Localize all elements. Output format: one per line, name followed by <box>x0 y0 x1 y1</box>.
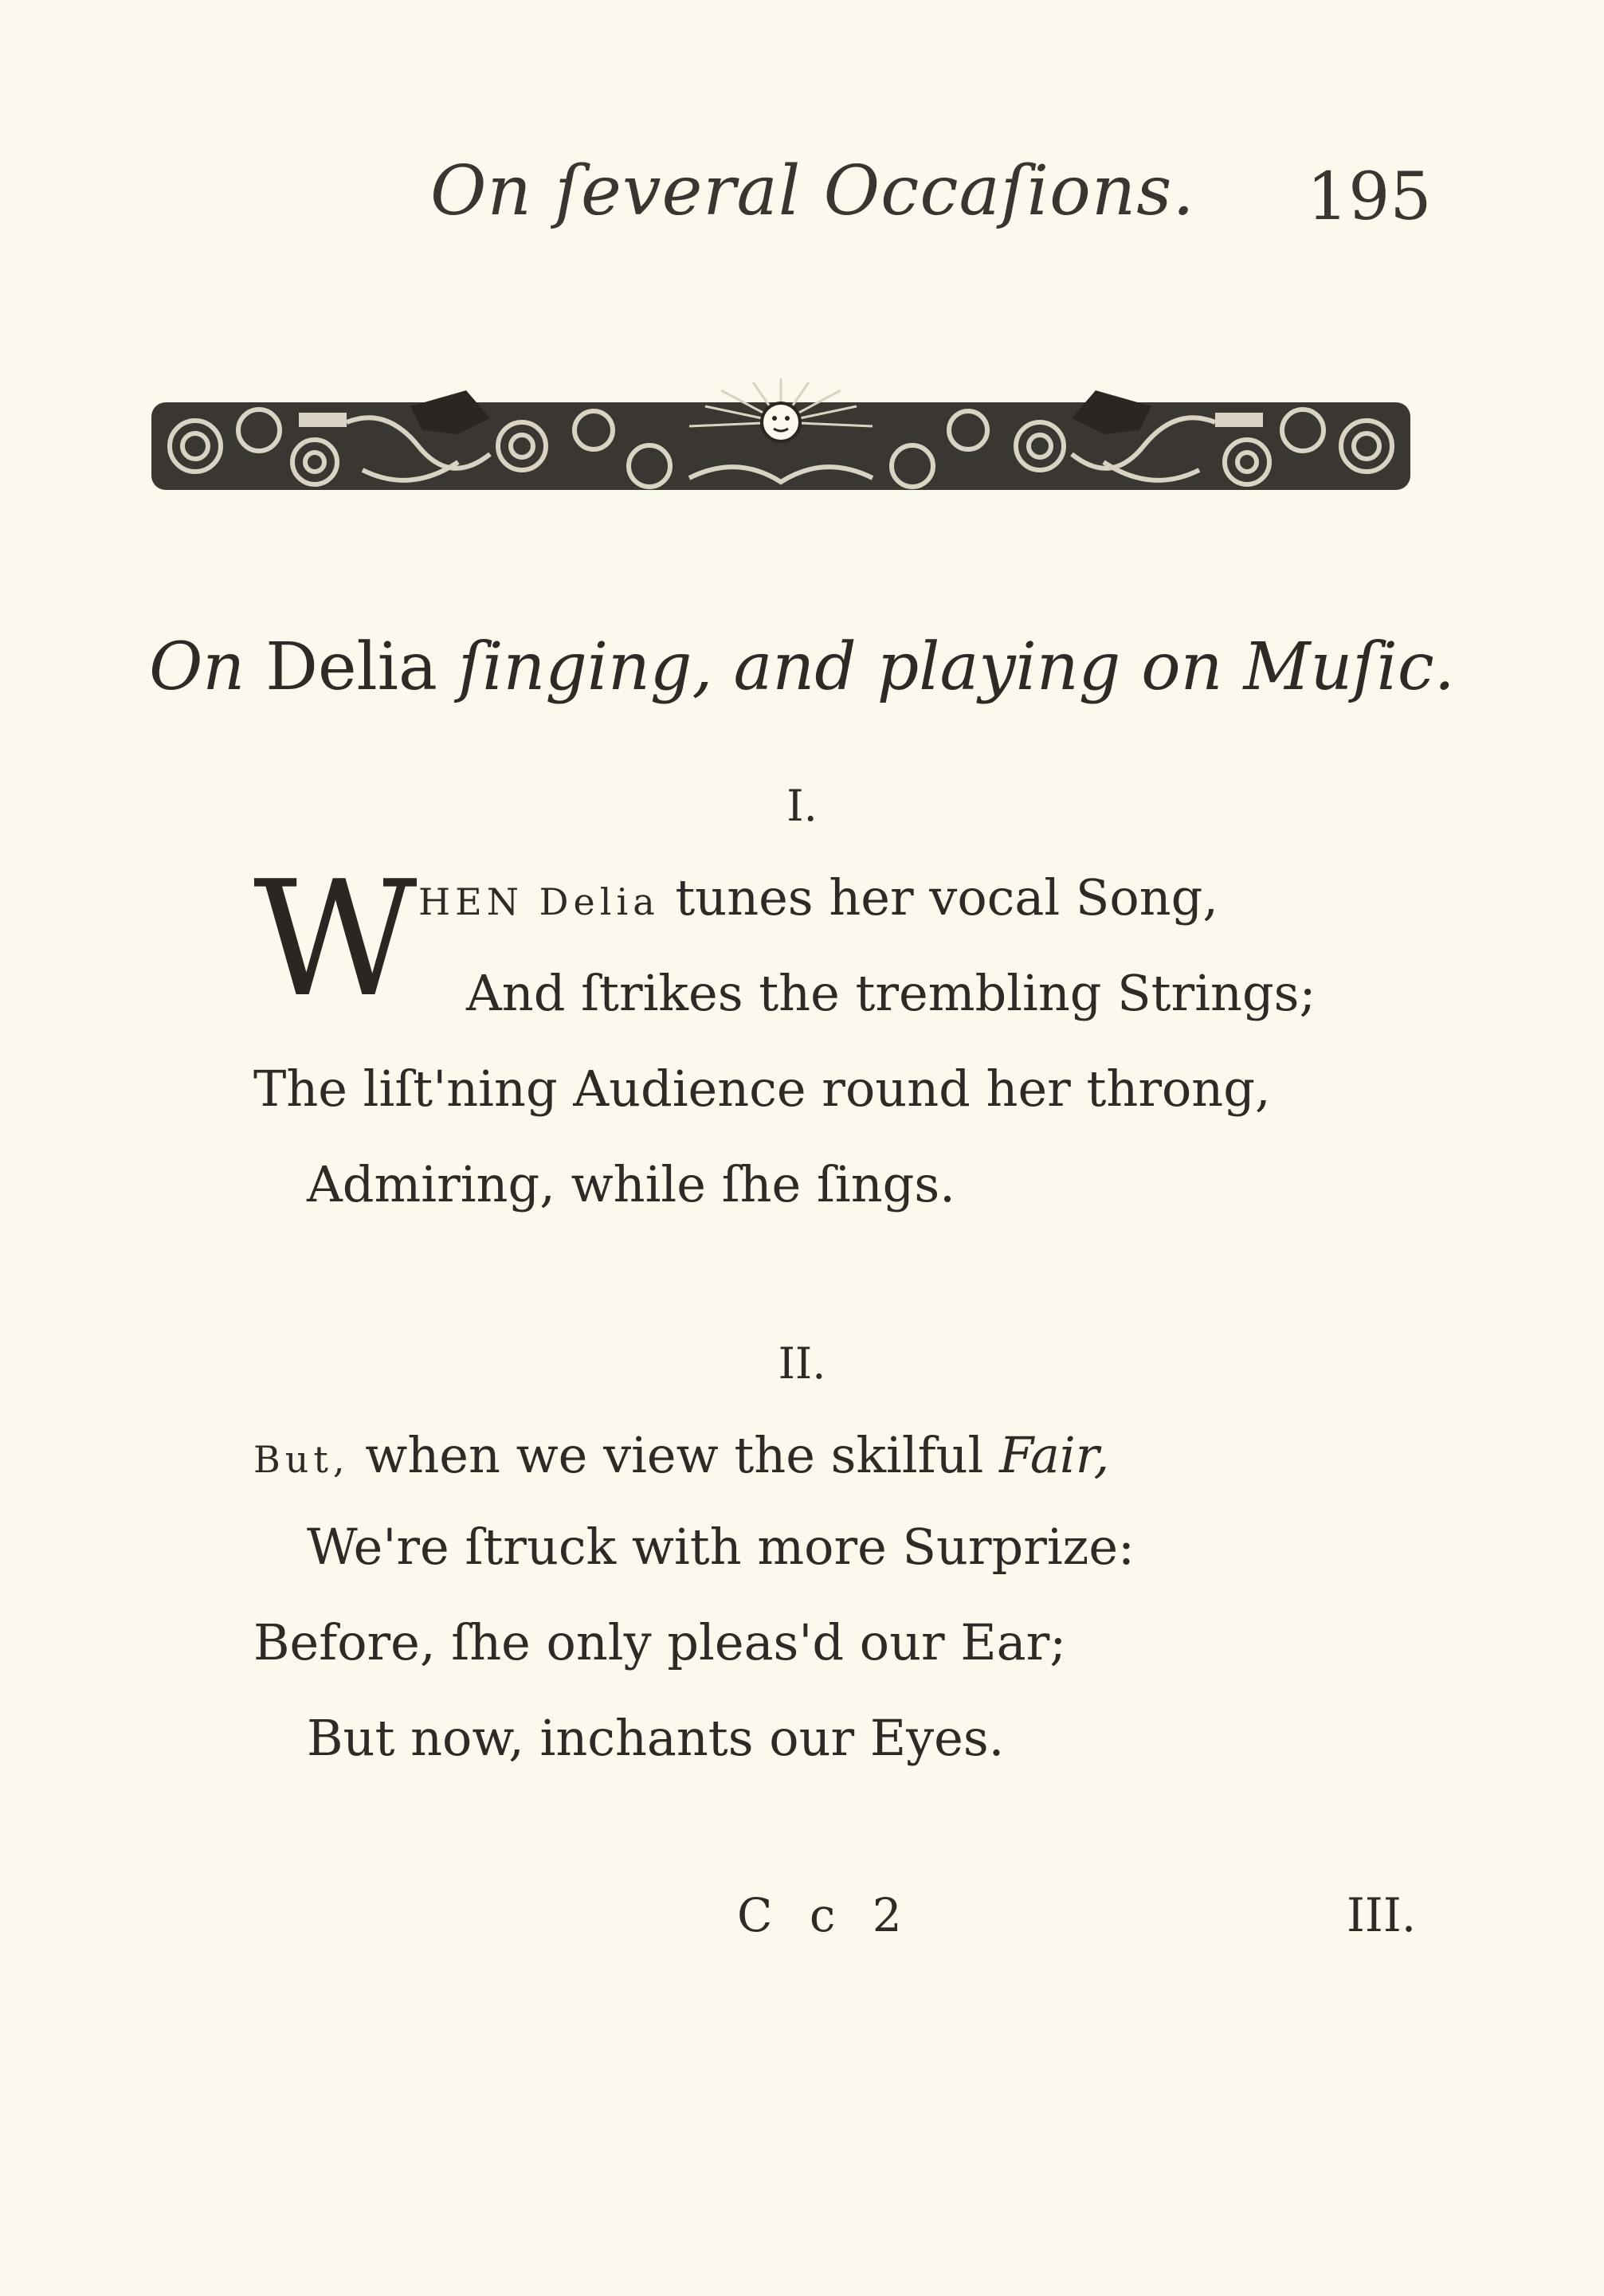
headpiece-ornament-icon <box>147 374 1414 514</box>
poem-title-rest: ſinging, and playing on Muſic. <box>457 629 1455 705</box>
smallcaps-word: HEN <box>418 880 524 923</box>
stanza-1-line-2: And ſtrikes the trembling Strings; <box>466 964 1316 1022</box>
line-text: tunes her vocal Song, <box>675 868 1219 927</box>
stanza-1-line-1 <box>418 868 1218 927</box>
page-number: 195 <box>1307 159 1432 235</box>
stanza-2-line-2: We're ſtruck with more Surprize: <box>307 1518 1135 1576</box>
poem-title-name: Delia <box>265 629 437 705</box>
running-head: On ſeveral Occaſions. <box>430 151 1195 231</box>
drop-cap: W <box>253 847 418 1032</box>
line-text: when we view the skilful <box>365 1426 984 1484</box>
stanza-2-line-1 <box>253 1426 1109 1484</box>
italic-word: Fair, <box>999 1426 1110 1484</box>
signature-mark: C c 2 <box>737 1888 913 1942</box>
stanza-number: I. <box>786 781 818 831</box>
smallcaps-word: But, <box>253 1438 350 1481</box>
stanza-1-line-4: Admiring, while ſhe ſings. <box>307 1155 955 1213</box>
stanza-2-line-4: But now, inchants our Eyes. <box>307 1709 1005 1767</box>
catchword: III. <box>1347 1888 1417 1942</box>
stanza-1-line-3: The liſt'ning Audience round her throng, <box>253 1060 1271 1118</box>
stanza-2-line-3: Before, ſhe only pleas'd our Ear; <box>253 1613 1067 1671</box>
poem-title <box>0 629 1604 705</box>
poem-title-on: On <box>149 629 245 705</box>
name-smallcaps: Delia <box>539 880 660 923</box>
stanza-number: II. <box>778 1338 826 1389</box>
